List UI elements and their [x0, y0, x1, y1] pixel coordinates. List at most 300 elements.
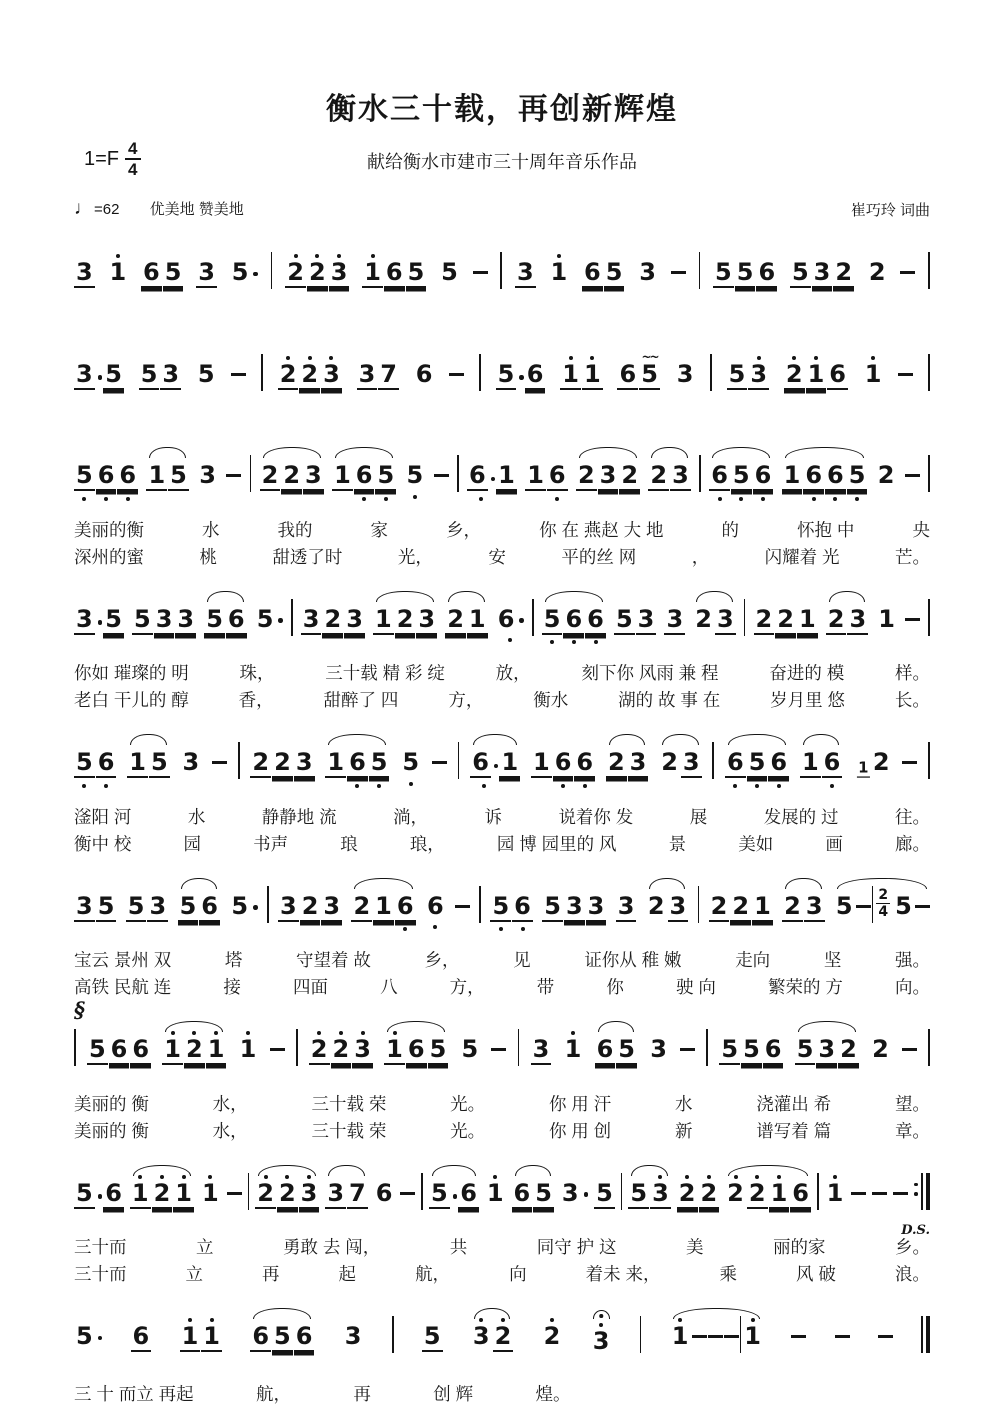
octave-dot-below: [572, 640, 576, 644]
note-digit: 6: [758, 258, 776, 286]
note-group: [248, 1167, 250, 1210]
note: [847, 593, 868, 651]
octave-dot-below: [855, 497, 859, 501]
lyric-segment: 光。: [450, 1120, 486, 1141]
lyric-segment: 珠，: [239, 663, 275, 683]
note-digit: 6: [110, 1035, 128, 1063]
note: [74, 736, 95, 794]
note-digit: 1: [671, 1322, 689, 1350]
note-digit: 5: [544, 891, 561, 920]
note: [154, 593, 175, 651]
note-digit: 3: [617, 891, 635, 920]
note-digit: 3: [323, 891, 341, 920]
note-lower: [499, 922, 503, 938]
note: [321, 880, 342, 938]
note: [141, 246, 162, 304]
octave-dot-below: [362, 497, 366, 501]
barline: [248, 1167, 250, 1210]
note-group: [301, 593, 365, 651]
note-group: [405, 449, 426, 505]
note-digit: 6: [576, 748, 594, 776]
note: [752, 880, 773, 938]
note-digit: 5: [105, 359, 122, 388]
note-digit: 3: [327, 1178, 345, 1207]
dash-continuation: [791, 1310, 806, 1338]
note-digit: 3: [672, 461, 689, 489]
note: [586, 880, 607, 938]
note-digit: 2: [710, 891, 728, 920]
note-lower: [739, 491, 743, 507]
note-digit: 7: [349, 1178, 366, 1207]
lyric-segment: 再: [262, 1264, 280, 1284]
note-digit: 1: [486, 1178, 504, 1207]
composer-credit: 崔巧玲 词曲: [850, 202, 930, 219]
note-group: [928, 736, 930, 779]
note: [650, 1167, 671, 1225]
note-group: [727, 348, 769, 406]
note-digit: 5: [150, 748, 168, 776]
note-digit: 3: [682, 748, 700, 776]
note-digit: 1: [468, 604, 486, 633]
music-row: [74, 593, 930, 651]
note-digit: 6: [619, 359, 637, 388]
note-digit: 6: [375, 1178, 393, 1207]
fermata-mark: [593, 1310, 610, 1319]
slur-group: [429, 1167, 479, 1225]
note: [867, 246, 888, 302]
note: [250, 736, 271, 794]
note-group: [698, 880, 700, 923]
note: [428, 1023, 449, 1081]
note: [378, 348, 399, 406]
note-digit: 5: [895, 891, 912, 920]
segno-mark: §: [74, 997, 85, 1022]
note-digit: 5: [105, 604, 122, 633]
note-group: [677, 1167, 719, 1225]
note-digit: 2: [494, 1322, 512, 1350]
dash-continuation: [893, 1167, 908, 1195]
note-digit: 5: [748, 748, 766, 776]
note-digit: 2: [283, 461, 301, 489]
note: [637, 246, 658, 302]
slur-group: [260, 449, 324, 507]
dash-continuation: [851, 1167, 866, 1195]
slur-group: [255, 1167, 319, 1225]
note-group: [825, 1167, 846, 1223]
slur-group: [127, 736, 169, 794]
lyric-segment: 静静地 流: [261, 806, 337, 827]
note-digit: 5: [76, 1178, 93, 1207]
quarter-note-icon: ♩: [74, 198, 93, 219]
lyric-segment: 守望着 故: [296, 950, 371, 970]
note: [747, 1167, 768, 1225]
slur-group: [782, 880, 824, 938]
note-group: [343, 1310, 364, 1366]
octave-dot-above: [590, 356, 594, 360]
lyric-segment: 创 辉: [433, 1383, 474, 1404]
lyric-segment: 光。: [450, 1093, 486, 1114]
lyric-segment: 塔: [224, 950, 243, 970]
note-digit: 2: [647, 891, 665, 920]
note: [406, 1023, 427, 1081]
slur-group: [325, 736, 389, 794]
note-group: [434, 449, 449, 477]
note-group: [460, 1023, 481, 1079]
note-lower: [777, 778, 781, 794]
octave-dot-below: [550, 640, 554, 644]
note: [196, 246, 217, 304]
lyric-segment: 岁月里 悠: [770, 690, 846, 710]
music-row: [74, 1310, 930, 1371]
octave-dot-below: [104, 497, 108, 501]
note-digit: 2: [332, 1035, 350, 1063]
note-digit: 5: [715, 258, 732, 286]
note-digit: 1: [374, 604, 392, 633]
note: [74, 449, 95, 507]
dash-continuation: [212, 736, 227, 764]
note-digit: 6: [587, 604, 604, 633]
note-digit: 3: [295, 748, 313, 776]
note-digit: 2: [308, 258, 326, 286]
note-lower: [718, 491, 722, 507]
note-group: [863, 348, 884, 404]
octave-dot-below: [594, 640, 598, 644]
dash-continuation: [671, 246, 686, 274]
slur-group: [693, 593, 735, 651]
lyric-segment: 乡，: [424, 950, 460, 970]
key-signature: [84, 140, 141, 178]
note: [826, 593, 847, 651]
lyric-row: [74, 1118, 930, 1145]
note-digit: 1: [207, 1035, 225, 1063]
note-digit: 6: [460, 1178, 477, 1207]
lyric-segment: 怀抱 中: [797, 519, 855, 540]
music-row: [74, 449, 930, 507]
note: [675, 348, 696, 404]
grace-note: [857, 752, 870, 788]
note: [727, 348, 748, 406]
note: [206, 1023, 227, 1081]
note-group: [532, 593, 534, 636]
slur-group: [351, 880, 415, 938]
note-digit: 3: [279, 891, 297, 920]
note: [406, 246, 427, 304]
note-group: [296, 1023, 298, 1066]
note-digit: 5: [461, 1035, 479, 1063]
lyric-segment: 放，: [495, 663, 531, 683]
note-group: [928, 593, 930, 636]
note-group: [485, 1167, 506, 1223]
note-digit: 1: [564, 1035, 582, 1063]
note: [373, 880, 394, 938]
note: [553, 736, 574, 794]
note-group: [74, 736, 116, 794]
note-digit: 5: [543, 604, 561, 633]
note-digit: 5: [535, 1178, 552, 1207]
note-digit: 3: [650, 1035, 667, 1063]
note: [730, 880, 751, 938]
note-lower: [755, 778, 759, 794]
dash-continuation: [455, 880, 470, 908]
note-group: [548, 246, 569, 302]
augmentation-dot: [278, 618, 283, 623]
lyric-segment: 航，: [255, 1383, 291, 1404]
note-group: [582, 246, 624, 304]
note-digit: 2: [396, 604, 414, 633]
octave-dot-above: [329, 356, 333, 360]
slur-group: [204, 593, 246, 651]
note: [754, 593, 775, 651]
note: [299, 1167, 320, 1225]
note-digit: 6: [355, 461, 373, 489]
note-digit: 5: [127, 891, 145, 920]
note-digit: 6: [770, 748, 788, 776]
note: [303, 449, 324, 507]
note-digit: 3: [599, 461, 617, 489]
note-digit: 1: [858, 759, 869, 777]
note-group: [467, 449, 517, 507]
note-digit: 1: [164, 1035, 181, 1063]
lyric-segment: 美丽的 衡: [74, 1093, 149, 1114]
note-group: [432, 736, 447, 764]
note: [490, 880, 511, 938]
lyric-segment: 衡中 校: [74, 833, 132, 854]
note-lower: [82, 491, 86, 507]
augmentation-dot: [491, 477, 496, 482]
barline: [817, 1167, 819, 1210]
note-lower: [104, 778, 108, 794]
octave-dot-below: [403, 927, 407, 931]
note-digit: 3: [639, 258, 656, 286]
note-lower: [521, 922, 525, 938]
note: [628, 736, 649, 794]
lyric-segment: 奋进的 模: [769, 663, 845, 683]
note-group: [392, 1310, 394, 1353]
lyric-segment: 光，: [397, 546, 433, 567]
note-digit: 2: [872, 748, 890, 776]
note-group: [515, 246, 536, 304]
note-digit: 6: [583, 258, 601, 286]
note-group: [74, 449, 138, 507]
note-digit: 2: [153, 1178, 171, 1207]
note-group: [479, 880, 481, 923]
lyric-segment: 滏阳 河: [74, 806, 132, 827]
note: [512, 880, 533, 938]
note-digit: 3: [818, 1035, 836, 1063]
note-digit: 6: [827, 461, 844, 489]
octave-dot-above: [658, 1175, 662, 1179]
score-line: [74, 880, 930, 1002]
octave-dot-below: [830, 784, 834, 788]
note-digit: 3: [418, 604, 436, 633]
lyric-segment: 美如: [738, 833, 774, 854]
note: [96, 880, 117, 938]
note-digit: 5: [596, 1178, 613, 1207]
barline: [500, 246, 502, 289]
note-group: [439, 246, 460, 302]
lyric-segment: 展: [689, 806, 708, 827]
lyric-segment: 的: [721, 519, 740, 540]
note-digit: 6: [407, 1035, 425, 1063]
note-digit: 6: [385, 258, 403, 286]
note-group: [835, 1310, 850, 1338]
note-digit: 2: [310, 1035, 328, 1063]
note: [747, 736, 768, 794]
octave-dot-below: [413, 495, 417, 499]
note-group: [790, 246, 854, 304]
note-group: [817, 1167, 819, 1210]
note-digit: 3: [182, 748, 200, 776]
note: [204, 593, 225, 651]
score-body: [74, 246, 930, 1408]
slur-group: [659, 736, 701, 794]
note: [871, 736, 892, 792]
note-lower: [550, 635, 554, 651]
octave-dot-below: [508, 638, 512, 642]
lyric-row: [74, 1091, 930, 1118]
note: [272, 1310, 293, 1368]
octave-dot-above: [208, 1175, 212, 1179]
note-group: [400, 736, 421, 792]
note-group: [449, 348, 464, 376]
lyric-segment: 诉: [484, 806, 502, 827]
note-group: [754, 593, 818, 651]
note-group: [74, 246, 95, 304]
slur-group: [542, 593, 606, 651]
octave-dot-below: [761, 497, 765, 501]
lyric-segment: 着未 来，: [585, 1264, 661, 1284]
note-lower: [761, 491, 765, 507]
note-group: [132, 593, 196, 651]
barline: [928, 246, 930, 289]
octave-dot-below: [433, 925, 437, 929]
note-digit: 5: [164, 258, 182, 286]
note: [178, 880, 199, 938]
note-digit: 1: [203, 1322, 220, 1350]
note-lower: [104, 491, 108, 507]
barline: [640, 1310, 642, 1353]
note: [595, 1023, 616, 1081]
lyric-segment: 共: [449, 1237, 468, 1257]
note: [230, 246, 258, 302]
note: [131, 1310, 152, 1368]
note: [439, 246, 460, 302]
music-row: [74, 1023, 930, 1081]
note: [542, 880, 563, 938]
lyric-segment: 见: [513, 950, 531, 970]
note: [467, 449, 495, 507]
note-digit: 3: [330, 258, 348, 286]
lyric-row: [74, 1381, 570, 1408]
octave-dot-above: [833, 1175, 837, 1179]
slur-group: [325, 1167, 367, 1225]
slur-group: [146, 449, 188, 507]
note-group: [621, 1167, 623, 1210]
note-digit: 3: [637, 604, 655, 633]
note-group: [226, 449, 241, 477]
note: [300, 880, 321, 938]
note-group: [648, 1023, 669, 1079]
lyric-segment: 三十而: [74, 1264, 127, 1284]
score-line: [74, 246, 930, 304]
note: [606, 736, 627, 794]
note-group: [531, 736, 595, 794]
note: [103, 1167, 124, 1225]
note-group: [853, 736, 891, 794]
note-group: [680, 1023, 695, 1051]
note-group: [699, 246, 701, 289]
note: [496, 593, 524, 649]
note-group: [490, 880, 532, 938]
note-digit: 1: [498, 461, 515, 489]
note-digit: 1: [327, 748, 345, 776]
note-digit: 3: [669, 891, 687, 920]
note-group: [560, 348, 602, 406]
lyric-segment: 园: [183, 833, 201, 854]
octave-dot-below: [812, 497, 816, 501]
octave-dot-below: [409, 782, 413, 786]
note: [782, 449, 803, 507]
dash-continuation: [878, 1310, 893, 1338]
note-digit: 2: [274, 748, 291, 776]
lyric-segment: 湖的 故 事 在: [618, 690, 721, 710]
note-digit: 3: [592, 1327, 610, 1355]
note: [748, 348, 769, 406]
score-line: [74, 1310, 930, 1408]
note-digit: 5: [377, 461, 395, 489]
dash-continuation: [872, 1167, 887, 1195]
octave-dot-above: [755, 1175, 759, 1179]
lyric-segment: 三十而: [74, 1237, 127, 1257]
lyric-segment: 水，: [212, 1093, 248, 1114]
note-digit: 6: [792, 1178, 809, 1207]
dash-continuation: [231, 348, 246, 376]
note: [715, 593, 736, 651]
note: [893, 880, 914, 936]
note-digit: 6: [295, 1322, 313, 1350]
note-digit: 6: [132, 1035, 150, 1063]
note: [351, 880, 372, 938]
note: [542, 593, 563, 651]
lyric-segment: 样。: [894, 663, 930, 683]
dash-continuation: [692, 1310, 707, 1338]
note: [725, 1167, 746, 1223]
note: [278, 348, 299, 406]
dash-continuation: [491, 1023, 506, 1051]
note-digit: 2: [186, 1035, 203, 1063]
note-group: [560, 1167, 588, 1223]
note-group: [271, 246, 273, 289]
slur-group: [384, 1023, 448, 1081]
lyric-segment: 刻下你 风雨 兼 程: [581, 663, 719, 683]
note: [146, 449, 167, 507]
note: [458, 1167, 479, 1225]
note: [576, 449, 597, 507]
note-digit: 2: [785, 359, 803, 388]
note: [226, 593, 247, 651]
lyric-segment: 风 破: [796, 1264, 836, 1284]
note: [168, 449, 189, 507]
note: [309, 1023, 330, 1081]
note: [74, 880, 95, 938]
note-group: [479, 348, 481, 391]
slur-group: [576, 449, 640, 507]
note-group: [230, 246, 258, 302]
dash-continuation: [902, 1023, 917, 1051]
lyric-segment: 乘: [719, 1264, 737, 1284]
note: [531, 736, 552, 794]
lyric-segment: 起: [338, 1264, 357, 1284]
